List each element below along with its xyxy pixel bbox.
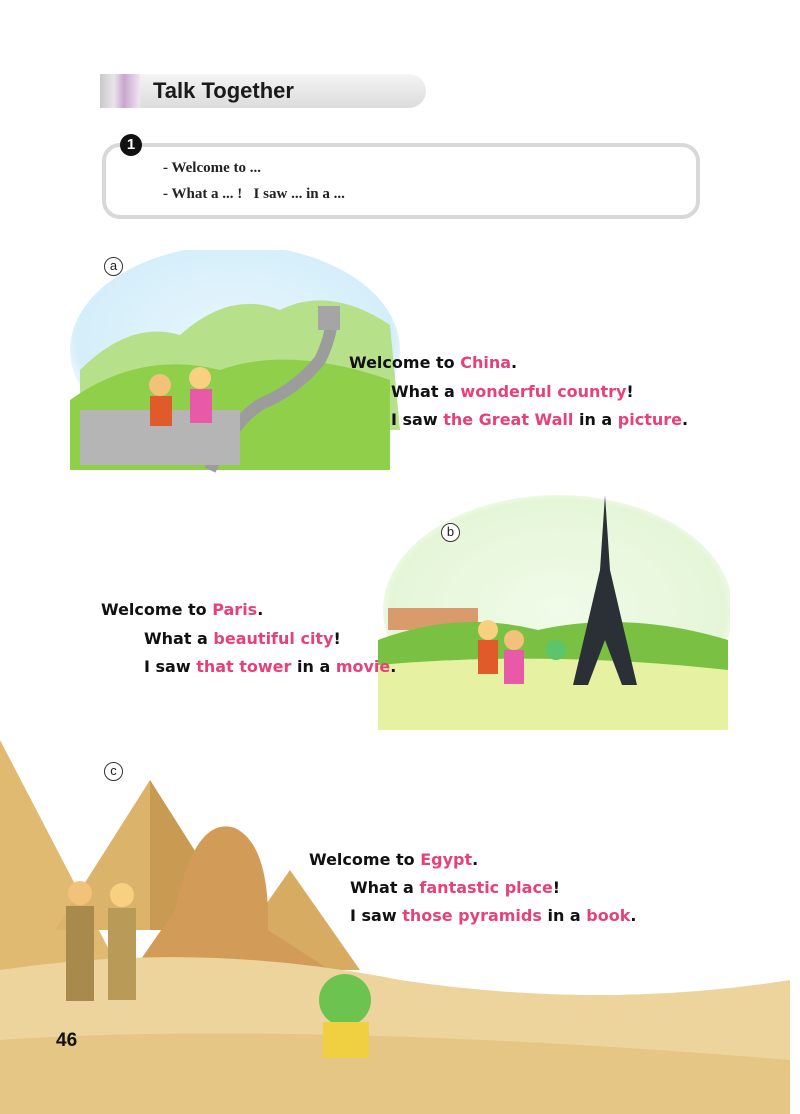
sentence-pattern-box <box>102 143 700 219</box>
scene-b-letter: b <box>441 523 460 542</box>
pattern-line-1: - Welcome to ... <box>163 160 262 176</box>
section-title: Talk Together <box>153 78 294 103</box>
green-creature-head <box>319 974 371 1026</box>
scene-a-line-3: I saw the Great Wall in a picture. <box>391 410 689 429</box>
scene-a-line-1: Welcome to China. <box>349 353 518 372</box>
scene-c-line-1: Welcome to Egypt. <box>309 850 479 869</box>
eiffel-tower-illustration <box>378 490 730 730</box>
green-creature <box>546 640 566 660</box>
child-2-head <box>189 367 211 389</box>
section-header-marker <box>100 74 140 108</box>
child-1-head <box>478 620 498 640</box>
explorer-2-head <box>110 883 134 907</box>
child-1-body <box>478 640 498 674</box>
explorer-1-head <box>68 881 92 905</box>
scene-a-letter: a <box>104 257 123 276</box>
exercise-number-badge: 1 <box>120 134 142 156</box>
green-creature-body <box>323 1022 369 1058</box>
pyramids-illustration <box>0 740 800 1114</box>
scene-c-letter: c <box>104 762 123 781</box>
pattern-line-2: - What a ... ! I saw ... in a ... <box>163 186 345 202</box>
watchtower <box>318 306 340 330</box>
page-number: 46 <box>56 1030 78 1051</box>
explorer-2-body <box>108 908 136 1000</box>
child-2-head <box>504 630 524 650</box>
scene-c-line-3: I saw those pyramids in a book. <box>350 906 637 925</box>
scene-c-line-2: What a fantastic place! <box>350 878 561 897</box>
child-2-body <box>504 650 524 684</box>
scene-b-line-2: What a beautiful city! <box>144 629 341 648</box>
scene-b-line-1: Welcome to Paris. <box>101 600 264 619</box>
explorer-1-body <box>66 906 94 1001</box>
child-1-head <box>149 374 171 396</box>
child-1-body <box>150 396 172 426</box>
scene-a-line-2: What a wonderful country! <box>391 382 634 401</box>
scene-b-line-3: I saw that tower in a movie. <box>144 657 397 676</box>
child-2-body <box>190 389 212 423</box>
lawn <box>378 659 728 730</box>
